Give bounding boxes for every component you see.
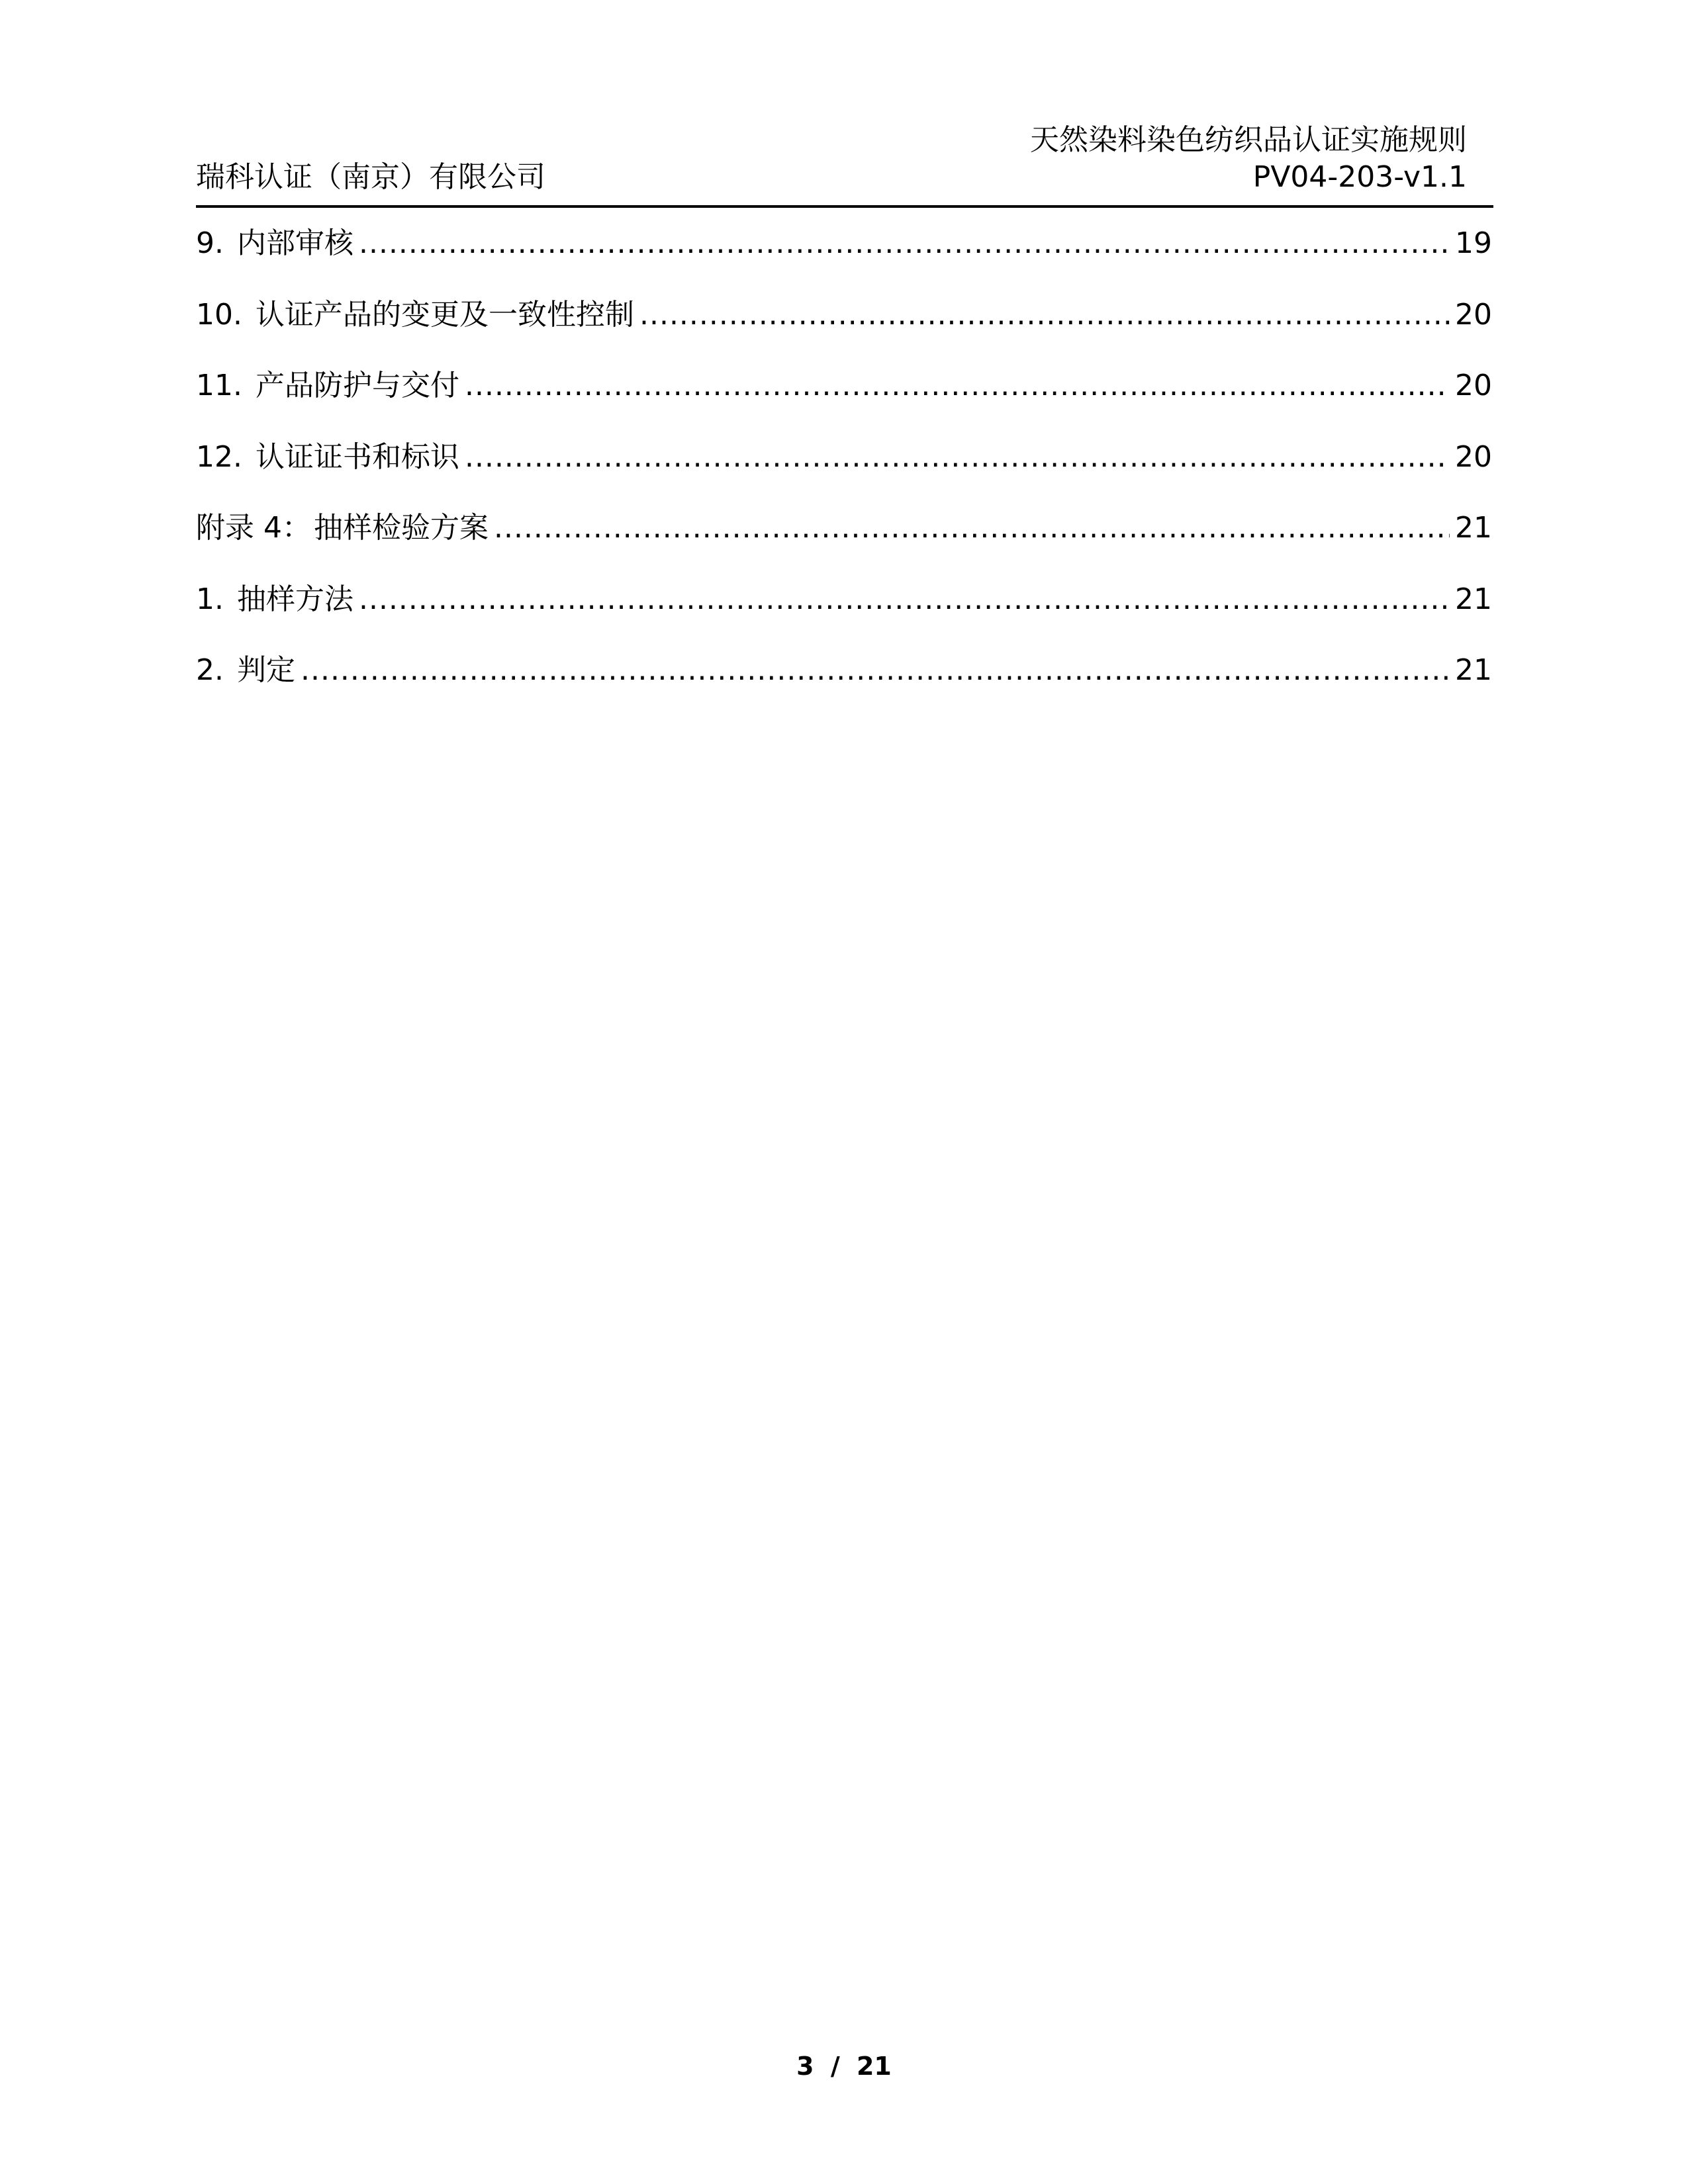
toc-entry-page: 21 [1455,511,1492,545]
page-header [196,106,1493,208]
document-title: 天然染料染色纺织品认证实施规则 [1030,123,1467,157]
toc-entry-number: 12. [196,439,242,474]
toc-entry-number: 10. [196,297,242,332]
toc-entry[interactable] [196,580,1492,651]
document-code: PV04-203-v1.1 [1252,160,1467,194]
toc-entry-title: 抽样检验方案 [313,511,489,545]
toc-entry-number: 2. [196,653,224,687]
toc-entry-title: 认证证书和标识 [255,439,459,474]
toc-entry-page: 19 [1455,226,1492,260]
toc-dot-leader [639,295,1450,335]
page-separator: / [830,2052,840,2081]
toc-entry-title: 内部审核 [236,226,353,260]
toc-entry-title: 抽样方法 [236,582,353,616]
toc-dot-leader [359,224,1450,263]
toc-entry-number: 9. [196,226,224,260]
toc-dot-leader [465,437,1450,477]
toc-entry-page: 20 [1455,439,1492,474]
toc-dot-leader [494,508,1450,548]
current-page-number: 3 [796,2052,814,2081]
toc-entry-number: 11. [196,369,242,402]
toc-dot-leader [465,366,1450,406]
toc-entry-title: 产品防护与交付 [255,369,459,402]
toc-entry-title: 判定 [236,653,295,687]
toc-entry[interactable] [196,295,1492,367]
toc-entry-page: 21 [1455,653,1492,687]
toc-entry[interactable] [196,508,1492,580]
header-doc-info [1030,122,1467,196]
toc-entry[interactable] [196,224,1492,295]
toc-dot-leader [359,580,1450,619]
toc-entry-title: 认证产品的变更及一致性控制 [255,297,634,332]
toc-entry[interactable] [196,366,1492,437]
total-page-count: 21 [856,2052,892,2081]
toc-entry[interactable] [196,437,1492,509]
toc-entry[interactable] [196,651,1492,722]
company-name: 瑞科认证（南京）有限公司 [196,160,545,194]
toc-entry-page: 21 [1455,582,1492,616]
table-of-contents [196,224,1492,722]
toc-dot-leader [301,651,1450,690]
toc-entry-page: 20 [1455,297,1492,332]
toc-entry-number: 附录 4： [196,511,311,545]
toc-entry-page: 20 [1455,369,1492,402]
toc-entry-number: 1. [196,582,224,616]
page-footer [0,2052,1688,2081]
